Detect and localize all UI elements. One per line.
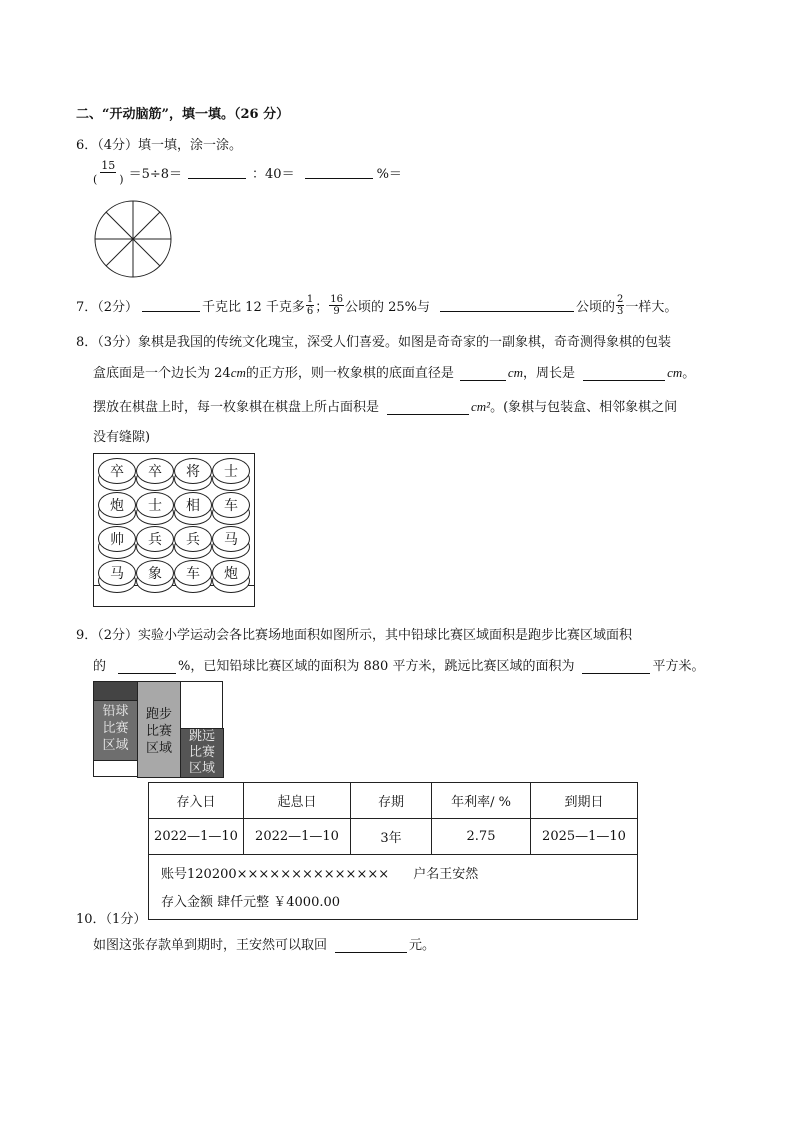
chess-piece-label: 车 <box>212 492 250 518</box>
q9-blank-percent[interactable] <box>118 661 176 674</box>
value-interest-start: 2022—1—10 <box>244 819 351 855</box>
chess-piece <box>174 492 212 525</box>
q8-unit-cm2: cm² <box>471 399 491 414</box>
q7-line <box>76 294 677 317</box>
q6-blank-1[interactable] <box>188 166 246 179</box>
long-jump-zone <box>180 728 224 778</box>
q7-frac-3-den: 3 <box>617 306 624 317</box>
account-number: 账号120200×××××××××××××× <box>161 867 390 882</box>
q7-frac-3-num: 2 <box>617 294 624 305</box>
chess-piece <box>98 526 136 559</box>
deposit-slip <box>148 782 638 920</box>
deposit-amount: 存入金额 肆仟元整 ￥4000.00 <box>161 895 341 910</box>
value-term: 3年 <box>351 819 432 855</box>
header-term: 存期 <box>351 783 432 819</box>
q7-t3: 公顷的 25%与 <box>344 300 431 315</box>
chess-piece-label: 马 <box>98 560 136 586</box>
q10-question-b: 元。 <box>409 938 436 953</box>
q7-frac-2-num: 16 <box>330 294 343 305</box>
chess-piece <box>212 458 250 491</box>
q8-line-3a: 摆放在棋盘上时，每一枚象棋在棋盘上所占面积是 <box>93 400 380 415</box>
value-deposit-date: 2022—1—10 <box>149 819 244 855</box>
chess-piece-label: 卒 <box>98 458 136 484</box>
q9-line-2c: 平方米。 <box>652 659 705 674</box>
section-title: 二、“开动脑筋”，填一填。（26 分） <box>76 107 290 122</box>
q6-fraction <box>93 159 124 186</box>
q9-line-2a: 的 <box>93 659 107 674</box>
q7-frac-3 <box>616 294 624 317</box>
chess-piece <box>136 560 174 593</box>
q6-blank-2[interactable] <box>305 166 373 179</box>
chess-piece <box>174 458 212 491</box>
q10-question <box>93 934 435 953</box>
q8-line-3b: 。(象棋与包装盒、相邻象棋之间 <box>490 400 678 415</box>
chess-piece-label: 马 <box>212 526 250 552</box>
chess-piece <box>212 492 250 525</box>
q7-frac-1-num: 1 <box>306 294 314 305</box>
q6-eq2: ：40＝ <box>252 167 295 182</box>
chess-piece <box>212 526 250 559</box>
chess-piece-label: 帅 <box>98 526 136 552</box>
q8-unit-cm-3: cm <box>667 365 683 380</box>
q7-t1: 千克比 12 千克多 <box>202 300 305 315</box>
value-rate: 2.75 <box>432 819 531 855</box>
header-rate: 年利率/ % <box>432 783 531 819</box>
long-jump-label-3: 区域 <box>188 761 215 776</box>
chess-piece-label: 象 <box>136 560 174 586</box>
q6-eq1: ＝5÷8＝ <box>128 167 183 182</box>
shot-put-zone-top <box>94 682 137 701</box>
shot-put-label-1: 铅球 <box>102 704 129 719</box>
q8-line-2b: 的正方形，则一枚象棋的底面直径是 <box>245 366 454 381</box>
chess-piece-label: 炮 <box>212 560 250 586</box>
deposit-header-row <box>149 783 637 819</box>
chess-piece-label: 兵 <box>174 526 212 552</box>
q6-frac-num: 15 <box>101 159 116 172</box>
q8-unit-cm-1: cm <box>230 365 246 380</box>
q10-question-a: 如图这张存款单到期时，王安然可以取回 <box>93 938 328 953</box>
chess-piece-label: 兵 <box>136 526 174 552</box>
venue-area-figure <box>93 681 223 777</box>
chess-piece-label: 车 <box>174 560 212 586</box>
shot-put-label-3: 区域 <box>102 738 129 753</box>
deposit-value-row <box>149 819 637 855</box>
q7-blank-2[interactable] <box>440 299 574 312</box>
q6-frac-den: ( ) <box>93 173 124 186</box>
q6-equation <box>92 159 402 186</box>
account-line <box>161 863 478 882</box>
chess-piece <box>98 458 136 491</box>
chess-piece-label: 卒 <box>136 458 174 484</box>
q8-line-2c: ，周长是 <box>523 366 576 381</box>
chess-box-figure <box>93 453 255 607</box>
q6-circle-figure[interactable] <box>93 199 173 279</box>
q10-blank-amount[interactable] <box>335 940 407 953</box>
q8-blank-perimeter[interactable] <box>583 368 665 381</box>
chess-piece <box>174 526 212 559</box>
q6-label: 6．（4分）填一填，涂一涂。 <box>76 138 243 153</box>
q8-unit-cm-2: cm <box>507 365 524 380</box>
q9-line-2b: %，已知铅球比赛区域的面积为 880 平方米，跳远比赛区域的面积为 <box>178 659 575 674</box>
header-deposit-date: 存入日 <box>149 783 244 819</box>
account-name: 户名王安然 <box>413 867 479 882</box>
value-maturity: 2025—1—10 <box>531 819 638 855</box>
q7-t5: 一样大。 <box>625 300 678 315</box>
running-zone <box>137 681 181 778</box>
chess-piece <box>136 492 174 525</box>
shot-put-zone <box>93 681 138 761</box>
q8-line-3 <box>93 396 677 415</box>
q7-frac-2-den: 9 <box>333 306 340 317</box>
chess-piece-label: 士 <box>212 458 250 484</box>
chess-piece <box>212 560 250 593</box>
q9-blank-area[interactable] <box>582 661 650 674</box>
chess-piece-label: 相 <box>174 492 212 518</box>
q8-blank-area[interactable] <box>387 402 469 415</box>
header-interest-start: 起息日 <box>244 783 351 819</box>
q8-blank-diameter[interactable] <box>460 368 506 381</box>
long-jump-label-1: 跳远 <box>188 729 215 744</box>
running-label-2: 比赛 <box>145 724 172 739</box>
q8-line-2a: 盒底面是一个边长为 24 <box>93 366 231 381</box>
q7-frac-2 <box>329 294 344 317</box>
q8-line-2 <box>93 362 695 381</box>
q7-t2: ； <box>315 300 329 315</box>
q8-line-1: 8．（3分）象棋是我国的传统文化瑰宝，深受人们喜爱。如图是奇奇家的一副象棋，奇奇测得象棋的包装 <box>76 335 672 350</box>
q7-t4: 公顷的 <box>576 300 616 315</box>
q7-blank-1[interactable] <box>142 299 200 312</box>
q9-line-1: 9．（2分）实验小学运动会各比赛场地面积如图所示，其中铅球比赛区域面积是跑步比赛区域面积 <box>76 628 633 643</box>
running-label-1: 跑步 <box>145 707 172 722</box>
q7-label: 7．（2分） <box>76 300 139 315</box>
long-jump-label-2: 比赛 <box>188 745 215 760</box>
q7-frac-1 <box>306 294 314 317</box>
q8-line-4: 没有缝隙) <box>93 430 151 445</box>
chess-piece <box>98 492 136 525</box>
chess-piece-label: 将 <box>174 458 212 484</box>
q6-eq3: %＝ <box>376 167 402 182</box>
chess-piece-label: 士 <box>136 492 174 518</box>
chess-piece <box>98 560 136 593</box>
chess-piece <box>136 458 174 491</box>
q7-frac-1-den: 6 <box>306 306 314 317</box>
running-label-3: 区域 <box>145 741 172 756</box>
q10-label: 10．（1分） <box>76 912 147 927</box>
q8-line-2d: 。 <box>682 366 696 381</box>
q9-line-2 <box>93 655 704 674</box>
chess-piece <box>136 526 174 559</box>
header-maturity: 到期日 <box>531 783 638 819</box>
chess-piece <box>174 560 212 593</box>
deposit-table <box>149 783 637 855</box>
shot-put-label-2: 比赛 <box>102 721 129 736</box>
chess-piece-label: 炮 <box>98 492 136 518</box>
